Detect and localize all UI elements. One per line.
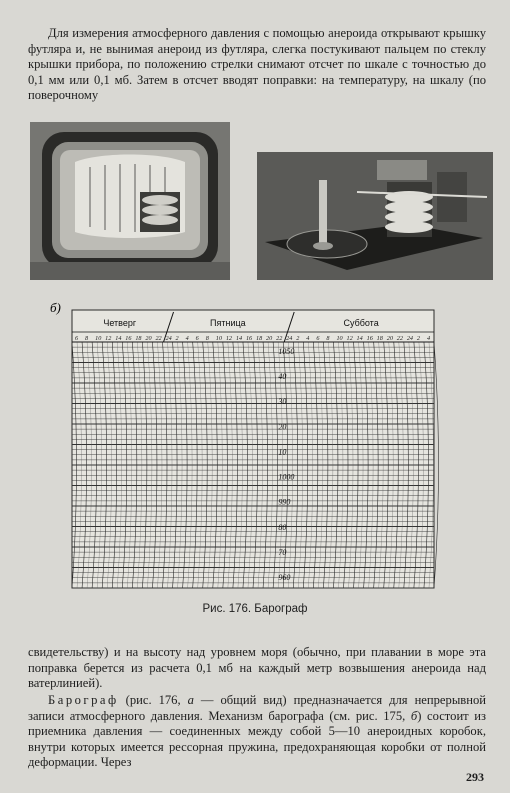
hour-tick-label: 24 (406, 335, 414, 342)
paragraph-2: свидетельству) и на высоту над уровнем моря (обычно, при плавании в море эта поправка берется из расчета 0,1 мб на каждый метр возвышения анероида над ватерлинией). (28, 645, 486, 691)
hour-tick-label: 24 (165, 335, 172, 342)
barogram-chart (50, 296, 452, 594)
hour-tick-label: 10 (336, 335, 343, 342)
hour-tick-label: 12 (225, 335, 233, 342)
hour-tick-label: 22 (396, 335, 403, 342)
pressure-label: 80 (278, 522, 287, 532)
hour-tick-label: 12 (105, 335, 112, 342)
hour-tick-label: 14 (115, 335, 122, 342)
paragraph-3: Барограф (рис. 176, а — общий вид) предназначается для непрерывной записи атмосферного давления. Механизм барографа (см. рис. 175, б) состоит из приемника давления — соединенных между собой 5—10 анероидных коробок, внутри которых имеется рессорная пружина, предохраняющая коробки от полной деформации. Через (28, 693, 487, 770)
hour-tick-label: 12 (346, 335, 353, 342)
pressure-label: 960 (278, 573, 291, 582)
hour-tick-label: 22 (276, 335, 283, 342)
hour-tick-label: 8 (326, 335, 330, 342)
hour-tick-label: 20 (266, 335, 273, 342)
day-label: Пятница (210, 318, 246, 328)
pressure-label: 70 (278, 547, 287, 557)
hour-tick-label: 18 (256, 335, 263, 342)
hour-tick-label: 16 (366, 335, 373, 342)
pressure-label: 30 (278, 397, 287, 407)
hour-tick-label: 4 (426, 335, 431, 342)
page-number: 293 (466, 770, 484, 784)
hour-tick-label: 18 (135, 335, 142, 342)
hour-tick-label: 10 (215, 335, 222, 342)
term-barograph: Барограф (48, 693, 119, 707)
paragraph-1: Для измерения атмосферного давления с помощью анероида открывают крышку футляра и, не вынимая анероид из футляра, слегка постукивают пальцем по стеклу крышки прибора, по положению стрелки снимают отсчет по шкале с точностью до 0,1 мм или 0,1 мб. Затем в отсчет вводят поправки: на температуру, на шкалу (по поверочному (28, 26, 486, 103)
hour-tick-label: 20 (386, 335, 393, 342)
hour-tick-label: 22 (155, 335, 162, 342)
hour-tick-label: 10 (95, 335, 102, 342)
hour-tick-label: 2 (296, 335, 300, 342)
barograph-photo (30, 122, 230, 280)
day-label: Четверг (103, 318, 137, 328)
hour-tick-label: 6 (75, 335, 79, 342)
hour-tick-label: 14 (235, 335, 243, 342)
hour-tick-label: 6 (195, 335, 199, 342)
barogram-grid (50, 296, 452, 594)
pressure-label: 1000 (278, 472, 295, 482)
hour-tick-label: 2 (175, 335, 179, 342)
hour-tick-label: 4 (306, 335, 310, 342)
hour-tick-label: 6 (316, 335, 320, 342)
pressure-label: 1050 (278, 347, 295, 356)
hour-tick-label: 8 (205, 335, 209, 342)
hour-tick-label: 8 (85, 335, 89, 342)
panel-label: б) (50, 300, 61, 315)
hour-tick-label: 18 (376, 335, 383, 342)
pressure-label: 10 (278, 447, 287, 457)
barograph-mechanism-photo (257, 152, 493, 280)
pressure-label: 40 (278, 372, 287, 382)
hour-tick-label: 4 (185, 335, 189, 342)
hour-tick-label: 16 (245, 335, 253, 342)
day-label: Суббота (343, 318, 379, 328)
hour-tick-label: 2 (416, 335, 420, 342)
pressure-label: 990 (278, 497, 291, 507)
hour-tick-label: 14 (356, 335, 363, 342)
hour-tick-label: 20 (145, 335, 152, 342)
pressure-label: 20 (278, 422, 287, 432)
hour-tick-label: 16 (125, 335, 132, 342)
hour-tick-label: 24 (286, 335, 293, 342)
figure-caption: Рис. 176. Барограф (202, 603, 308, 615)
